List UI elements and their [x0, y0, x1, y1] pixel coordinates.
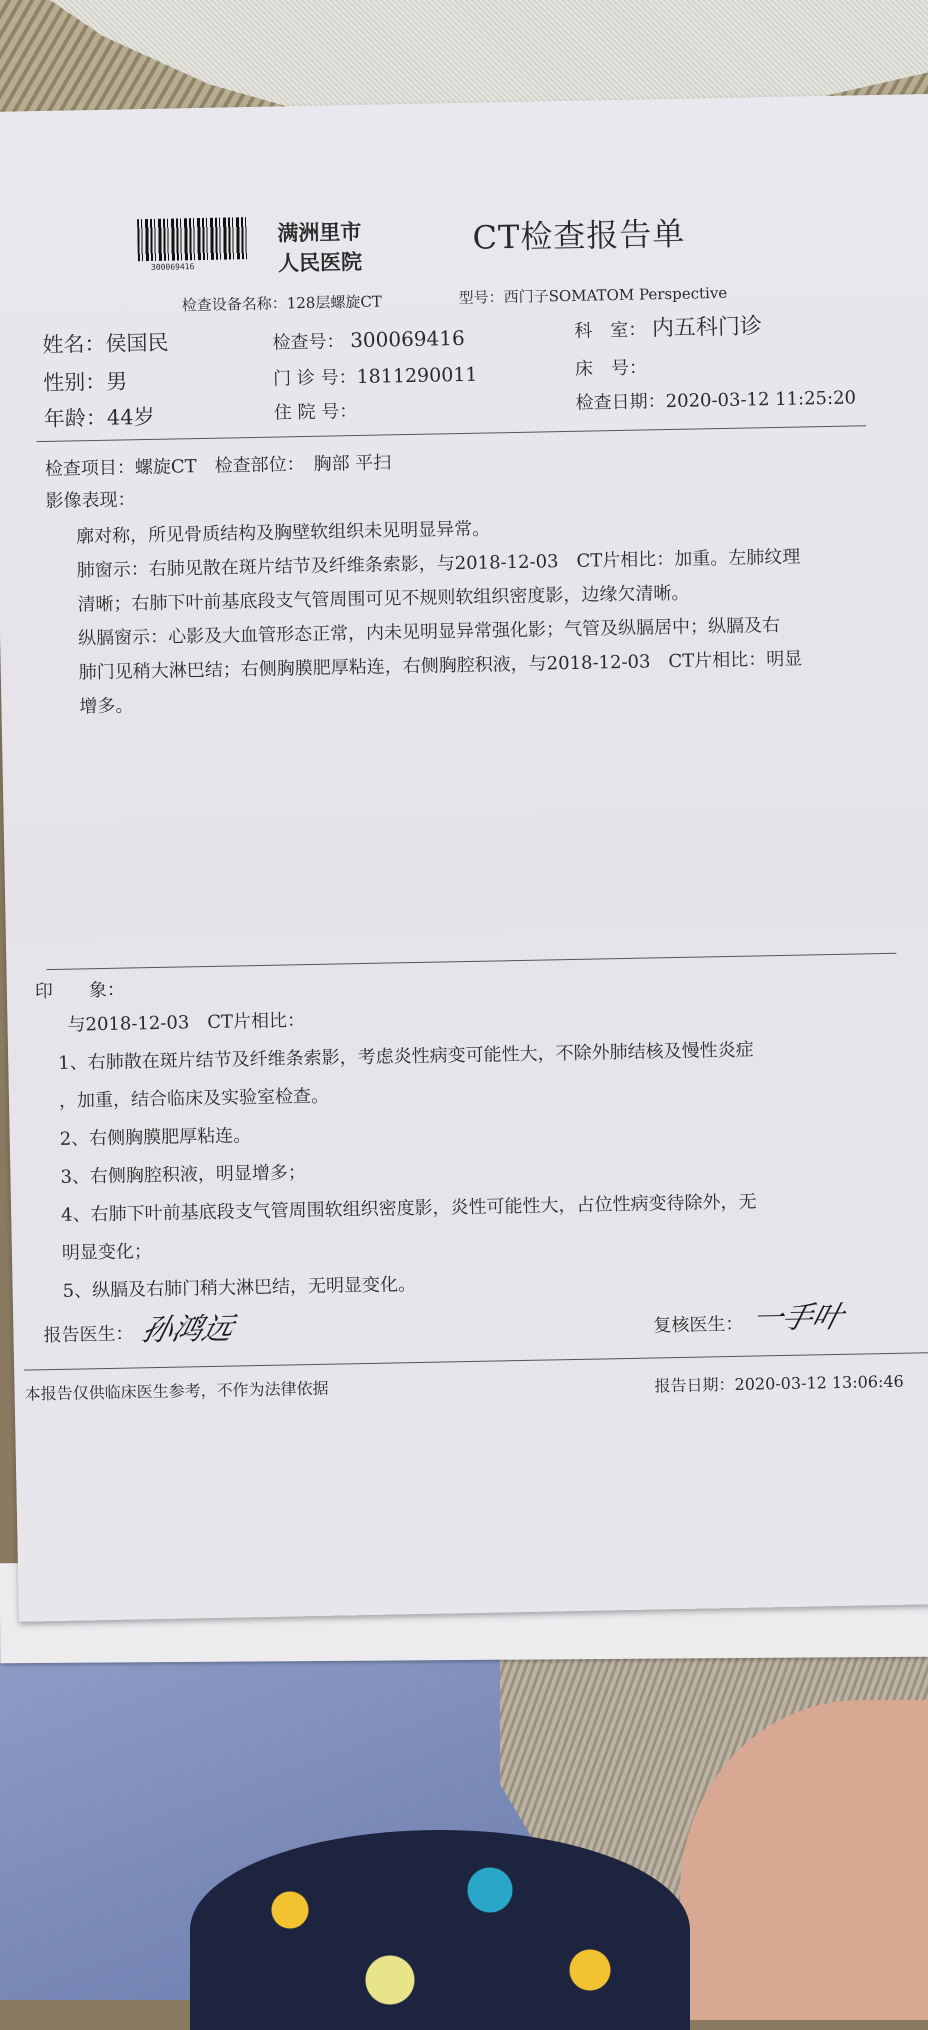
- report-date-label: 报告日期：: [654, 1375, 734, 1396]
- findings-line: 纵膈窗示：心影及大血管形态正常，内未见明显异常强化影；气管及纵膈居中；纵膈及右: [78, 609, 802, 657]
- exam-item: 检查项目：螺旋CT 检查部位： 胸部 平扫: [45, 448, 392, 481]
- exam-number-field: [272, 325, 465, 355]
- review-doctor-label: 复核医生：: [653, 1310, 743, 1338]
- exam-number: 300069416: [350, 326, 465, 352]
- impression-item: 4、右肺下叶前基底段支气管周围软组织密度影，炎性可能性大，占位性病变待除外，无: [61, 1183, 757, 1234]
- exam-number-label: 检查号：: [272, 331, 344, 353]
- age-label: 年龄：: [44, 406, 107, 431]
- impression-divider: [46, 953, 896, 970]
- hospital-name: [277, 217, 362, 279]
- report-date-field: [654, 1369, 904, 1397]
- outpatient-number-field: [273, 361, 478, 391]
- gender: 男: [106, 369, 127, 393]
- hospital-name-line1: 满洲里市: [277, 217, 362, 249]
- disclaimer: 本报告仅供临床医生参考，不作为法律依据: [24, 1376, 328, 1405]
- patient-name-label: 姓名：: [42, 332, 105, 357]
- report-date: 2020-03-12 13:06:46: [734, 1372, 904, 1394]
- impression-item: 3、右侧胸腔积液，明显增多；: [60, 1145, 756, 1196]
- outpatient-number-label: 门 诊 号：: [273, 367, 357, 390]
- findings-label: 影像表现：: [45, 485, 135, 513]
- ct-report-paper: [0, 94, 928, 1622]
- age-field: [44, 401, 155, 433]
- impression-list: [58, 1032, 758, 1311]
- exam-date-label: 检查日期：: [575, 391, 665, 414]
- findings-text: [76, 507, 803, 725]
- age: 44岁: [107, 405, 155, 430]
- findings-line: 肺门见稍大淋巴结；右侧胸膜肥厚粘连，右侧胸腔积液，与2018-12-03 CT片相比：明显: [78, 643, 802, 691]
- findings-line: 肺窗示：右肺见散在斑片结节及纤维条索影，与2018-12-03 CT片相比：加重。左肺纹理: [77, 541, 801, 589]
- impression-item: 2、右侧胸膜肥厚粘连。: [59, 1108, 755, 1159]
- report-title: CT检查报告单: [472, 209, 686, 259]
- bed-number-field: [575, 353, 647, 380]
- gender-label: 性别：: [43, 370, 106, 395]
- impression-label: 印 象：: [35, 976, 125, 1004]
- barcode: [137, 217, 248, 261]
- impression-item: 5、纵膈及右肺门稍大淋巴结，无明显变化。: [62, 1259, 758, 1310]
- inpatient-number-field: [274, 397, 358, 425]
- equipment-name: 检查设备名称：128层螺旋CT: [182, 291, 382, 316]
- outpatient-number: 1811290011: [356, 364, 477, 388]
- footer-divider: [24, 1352, 928, 1370]
- bed-number-label: 床 号：: [575, 357, 647, 379]
- department-field: [574, 309, 762, 344]
- hospital-name-line2: 人民医院: [278, 247, 363, 279]
- header-divider: [36, 425, 866, 442]
- equipment-model: 型号：西门子SOMATOM Perspective: [458, 282, 727, 308]
- barcode-number: 300069416: [151, 262, 195, 272]
- gender-field: [43, 365, 128, 397]
- findings-line: 清晰；右肺下叶前基底段支气管周围可见不规则软组织密度影，边缘欠清晰。: [77, 575, 801, 623]
- background-patterned-cloth: [190, 1830, 690, 2030]
- exam-date-field: [575, 383, 856, 414]
- findings-line: 增多。: [79, 677, 803, 725]
- inpatient-number-label: 住 院 号：: [274, 401, 358, 424]
- review-doctor-signature: 一手叶: [748, 1292, 849, 1338]
- report-doctor-label: 报告医生：: [43, 1319, 133, 1347]
- patient-name: 侯国民: [105, 331, 168, 356]
- report-doctor-signature: 孙鸿远: [138, 1303, 239, 1349]
- impression-item: 明显变化；: [62, 1221, 758, 1272]
- exam-date: 2020-03-12 11:25:20: [665, 387, 856, 412]
- impression-item: 1、右肺散在斑片结节及纤维条索影，考虑炎性病变可能性大，不除外肺结核及慢性炎症: [58, 1032, 754, 1083]
- patient-name-field: [42, 327, 169, 359]
- department: 内五科门诊: [652, 314, 762, 341]
- findings-line: 廓对称，所见骨质结构及胸壁软组织未见明显异常。: [76, 507, 800, 555]
- department-label: 科 室：: [574, 319, 646, 341]
- impression-intro: 与2018-12-03 CT片相比：: [67, 1006, 305, 1037]
- impression-item: ，加重，结合临床及实验室检查。: [59, 1070, 755, 1121]
